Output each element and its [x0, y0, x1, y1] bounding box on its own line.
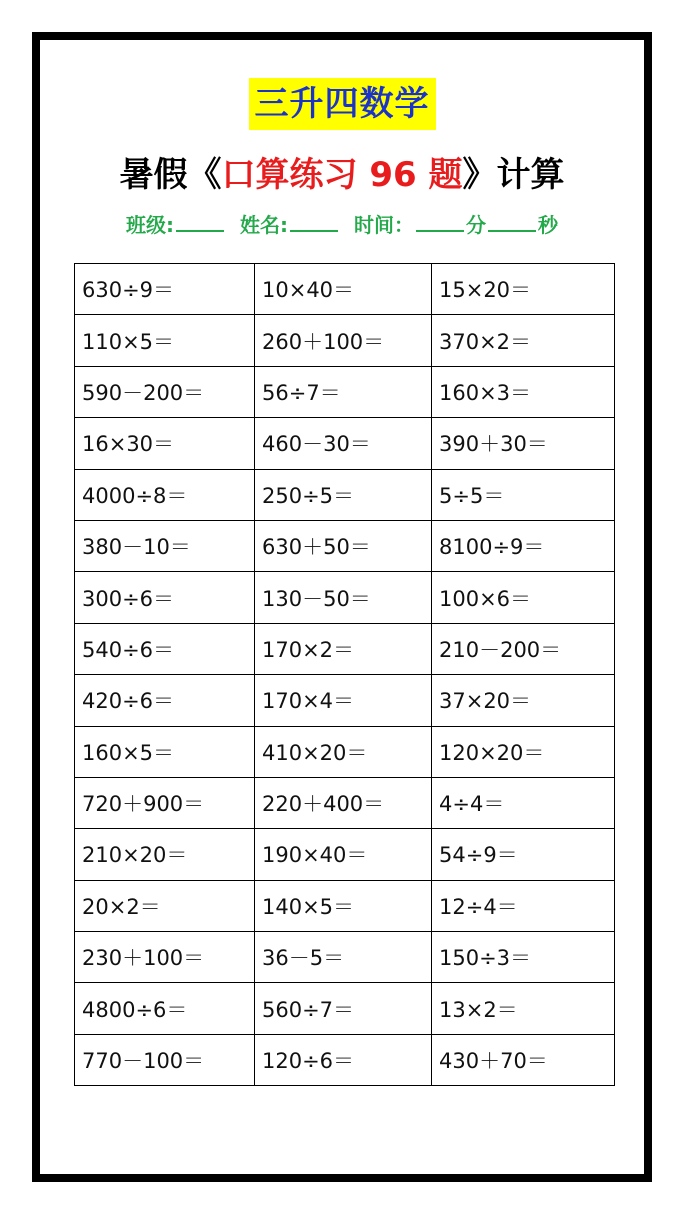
problems-table	[74, 263, 615, 1086]
problem-cell: 410×20＝	[255, 726, 432, 777]
problem-cell: 54÷9＝	[432, 829, 615, 880]
table-row	[75, 880, 615, 931]
problem-cell: 16×30＝	[75, 418, 255, 469]
name-blank[interactable]	[290, 208, 338, 232]
title-wrap	[40, 78, 644, 130]
table-row	[75, 675, 615, 726]
subtitle-highlight: 口算练习 96 题	[221, 155, 463, 195]
problem-cell: 120×20＝	[432, 726, 615, 777]
subtitle-prefix: 暑假《	[119, 155, 222, 195]
student-info-line	[40, 208, 644, 242]
problem-cell: 110×5＝	[75, 315, 255, 366]
class-blank[interactable]	[176, 208, 224, 232]
problem-cell: 250÷5＝	[255, 469, 432, 520]
problem-cell: 170×4＝	[255, 675, 432, 726]
problem-cell: 37×20＝	[432, 675, 615, 726]
table-row	[75, 366, 615, 417]
problem-cell: 210－200＝	[432, 623, 615, 674]
problem-cell: 4800÷6＝	[75, 983, 255, 1034]
problem-cell: 12÷4＝	[432, 880, 615, 931]
problem-cell: 420÷6＝	[75, 675, 255, 726]
problem-cell: 300÷6＝	[75, 572, 255, 623]
table-row	[75, 932, 615, 983]
problem-cell: 630÷9＝	[75, 264, 255, 315]
problem-cell: 230＋100＝	[75, 932, 255, 983]
table-row	[75, 315, 615, 366]
problem-cell: 13×2＝	[432, 983, 615, 1034]
problem-cell: 380－10＝	[75, 520, 255, 571]
problem-cell: 100×6＝	[432, 572, 615, 623]
problem-cell: 770－100＝	[75, 1034, 255, 1085]
problem-cell: 10×40＝	[255, 264, 432, 315]
minute-label: 分	[466, 213, 486, 237]
minutes-blank[interactable]	[416, 208, 464, 232]
problem-cell: 210×20＝	[75, 829, 255, 880]
problem-cell: 140×5＝	[255, 880, 432, 931]
table-row	[75, 572, 615, 623]
problem-cell: 460－30＝	[255, 418, 432, 469]
problem-cell: 590－200＝	[75, 366, 255, 417]
problem-cell: 260＋100＝	[255, 315, 432, 366]
time-label: 时间：	[354, 213, 414, 237]
problem-cell: 120÷6＝	[255, 1034, 432, 1085]
table-row	[75, 726, 615, 777]
problem-cell: 540÷6＝	[75, 623, 255, 674]
second-label: 秒	[538, 213, 558, 237]
problem-cell: 390＋30＝	[432, 418, 615, 469]
problem-cell: 720＋900＝	[75, 777, 255, 828]
table-row	[75, 777, 615, 828]
table-row	[75, 623, 615, 674]
table-row	[75, 520, 615, 571]
problem-cell: 560÷7＝	[255, 983, 432, 1034]
problem-cell: 430＋70＝	[432, 1034, 615, 1085]
worksheet-subtitle	[40, 150, 644, 200]
problem-cell: 160×5＝	[75, 726, 255, 777]
problem-cell: 36－5＝	[255, 932, 432, 983]
problem-cell: 15×20＝	[432, 264, 615, 315]
problems-body	[75, 264, 615, 1086]
problem-cell: 370×2＝	[432, 315, 615, 366]
table-row	[75, 829, 615, 880]
problem-cell: 130－50＝	[255, 572, 432, 623]
class-label: 班级:	[126, 213, 174, 237]
problem-cell: 160×3＝	[432, 366, 615, 417]
worksheet-frame	[32, 32, 652, 1182]
table-row	[75, 264, 615, 315]
problem-cell: 190×40＝	[255, 829, 432, 880]
problem-cell: 630＋50＝	[255, 520, 432, 571]
table-row	[75, 418, 615, 469]
problem-cell: 56÷7＝	[255, 366, 432, 417]
table-row	[75, 469, 615, 520]
table-row	[75, 983, 615, 1034]
problem-cell: 8100÷9＝	[432, 520, 615, 571]
problem-cell: 220＋400＝	[255, 777, 432, 828]
problem-cell: 4000÷8＝	[75, 469, 255, 520]
problem-cell: 170×2＝	[255, 623, 432, 674]
subtitle-suffix: 》计算	[462, 155, 565, 195]
problem-cell: 4÷4＝	[432, 777, 615, 828]
seconds-blank[interactable]	[488, 208, 536, 232]
problem-cell: 150÷3＝	[432, 932, 615, 983]
problem-cell: 5÷5＝	[432, 469, 615, 520]
worksheet-title: 三升四数学	[249, 78, 436, 130]
name-label: 姓名:	[240, 213, 288, 237]
table-row	[75, 1034, 615, 1085]
problem-cell: 20×2＝	[75, 880, 255, 931]
